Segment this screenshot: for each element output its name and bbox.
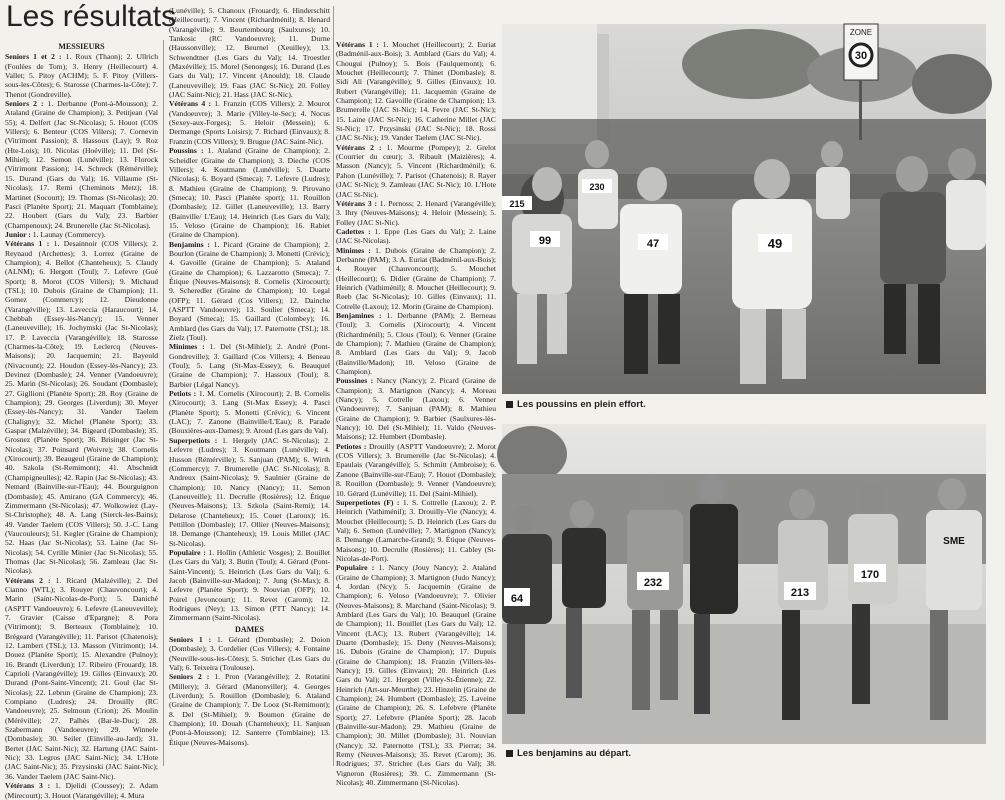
category-label: Petiotes :	[336, 441, 367, 451]
category-results: 1. Roux (Thaon); 2. Ullrich (Foulées de Tom); 3. Henry (Heillecourt) 4. Vallet; 5. Pitoy (ACHM); 5. F. Pitoy (Villers-sous-les-Côtes); 6. Starosse (Charmes-la-Côte); 7. Thenot (Gondreville).	[5, 52, 158, 99]
category-label: Seniors 1 :	[169, 635, 212, 645]
category-results: 1. Mouchet (Heillecourt); 2. Euriat (Badménil-aux-Bois); 3. Amblard (Gars du Val); 4. Chougui (Pulnoy); 5. Bois (Faulquemont); 6. Mouchet (Heillecourt); 7. Thinet (Dombasle); 8. Sidi Ali (Varangéville); 9. Gilles (Einvaux); 10. Rubert (Varangéville); 11. Jacquemin (Graine de Champion); 12. Gavoille (Graine de Champion); 13. Brumerelle (JAC St-Nic); 14. Fevre (JAC St-Nic); 15. Laine (JAC St-Nic); 16. Catherine Millet (JAC St-Nic); 17. Przysinski (JAC St-Nic); 18. Rossi (JAC St-Nic); 19. Vander Taelem (JAC St-Nic).	[336, 40, 496, 143]
sign-zone-text: ZONE	[849, 28, 873, 37]
bib-number: 230	[589, 182, 605, 192]
category-results: 1. Dubois (Graine de Champion); 2. Derbanne (PAM); 3. A. Euriat (Badménil-aux-Bois); 4. Rouyer (Chauvoncourt); 5. Mouchet (Heillecourt); 6. Didier (Graine de Champion); 7. Heinrich (Vathiménil); 8. Mouchet (Heillecourt); 9. Reeb (Jac St-Nicolas); 10. Gilles (Einvaux); 11. Cotrelle (Laxou); 12. Morin (Graine de Champion).	[336, 245, 496, 311]
sign-speed-text: 30	[854, 50, 868, 62]
result-category	[5, 230, 158, 239]
category-label: Minimes :	[336, 245, 371, 255]
result-category	[336, 40, 496, 143]
photo-caption	[506, 399, 646, 410]
category-results: (Lunéville); 5. Chanoux (Frouard); 6. Hinderschitt (Heillecourt); 7. Vincent (Richardménil); 8. Henard (Varangéville); 9. Bourtembourg (Saulxures); 10. Tankosic (RC Vandoeuvre); 11. Durne (Haussonville); 12. Beurnel (Xeuilley); 13. Schwendtner (Les Gars du Val); 14. Troestler (Maxéville); 15. Morel (Senonges); 16. Durand (Les Gars du Val); 17. Vincent (Anould); 18. Claude (Laneuveville); 19. Faas (JAC St-Nic); 20. Folley (JAC Saint-Nic); 21. Hass (JAC St-Nic).	[169, 6, 330, 100]
category-label: Superpetiots :	[169, 435, 218, 445]
result-category	[336, 563, 496, 787]
caption-text: Les benjamins au départ.	[517, 748, 632, 759]
category-results: 1. Derbanne (Pont-à-Mousson); 2. Ataland (Graine de Champion); 3. Petitjean (Val 55); 4. Delfert (Jac St-Nicolas); 5. Houot (COS Villers); 6. Benteur (COS Villers); 7. Cornevin (Vitrimont Passion); 8. Hassoux (Lay); 9. Roz (Hte-Lois); 10. Nicolas (Hoéville); 11. Del (St-Mihiel); 12. Semon (Lunéville); 13. Florock (Vitrimont Passion); 14. Schreck (Rémérville); 15. Durand (Gars du Val); 16. Villaume (St-Nicolas); 17. Remi (Cheminots Metz); 18. Martinet (Socourt); 19. Thomas (St-Nicolas); 20. Pasci (Planète Sport); 21. Maquart (Tomblaine); 22. Houbert (Gars du Val); 23. Barbier (Champenoux); 24. Brunerelle (Jac St-Nicolas).	[5, 99, 159, 230]
result-category	[336, 246, 496, 311]
dames-heading: DAMES	[235, 624, 264, 634]
result-category	[336, 227, 496, 246]
category-label: Populaire :	[169, 547, 206, 557]
category-results: 1. Mourme (Pompey); 2. Grelot (Courrier du cœur); 3. Ribault (Maizières); 4. Masson (Nancy); 5. Vincent (Richardménil); 6. Pahon (Lunéville); 7. Parisot (Chatenois); 8. Rayer (JAC St-Nic); 9. Zamleau (JAC St-Nic); 10. L'Hote (JAC St-Nic).	[336, 142, 496, 199]
result-category	[5, 576, 158, 782]
category-results: 1. Ricard (Malzéville); 2. Del Cianno (WTL); 3. Rouyer (Chauvoncourt); 4. Marin (Saint-Nicolas-de-Port); 5. Daniché (ASPTT Vandoeuvre); 6. Lefevre (Laneuveville); 7. Gravier (Caisse d'Epargne); 8. Pora (Vitrimont); 9. Berteaux (Tomblaine); 10. Brégeard (Varangéville); 11. Parisot (Chatenois); 12. Lambert (TSL); 13. Masson (Vitrimont); 14. Douez (Planète Sport); 15. Alexandre (Pulnoy); 16. Brandt (Liverdun); 17. Ribeiro (Frouard); 18. Caprioli (Varangéville); 19. Gilles (Einvaux); 20. Durand (Pont-Saint-Vincent); 21. Goul (Jac St-Nicolas); 22. Lebrun (Graine de Champion); 23. Compiano (Ludres); 24. Drouilly (RC Vandoeuvre); 25. Selmoun (Crion); 26. Moulin (Méréville); 27. Palhès (Bar-le-Duc); 28. Szabermann (Vandoeuvre); 29. Winnele (Dombasle); 30. Seiler (Einville-au-Jard); 31. Bertet (JAC Saint-Nic); 32. Hartung (JAC Saint-Nic); 33. Legros (JAC Saint-Nic); 34. L'Hote (JAC Saint-Nic); 35. Przysinski (JAC Saint-Nic); 36. Vander Taelem (JAC Saint-Nic).	[5, 575, 158, 781]
result-category	[5, 52, 158, 99]
category-results: 1. Eppe (Les Gars du Val); 2. Laine (JAC St-Nicolas).	[336, 226, 497, 246]
category-label: Vétérans 1 :	[336, 40, 379, 49]
result-category	[169, 342, 330, 389]
category-label: Vétérans 3 :	[5, 781, 51, 791]
category-results: 1. Hollin (Athletic Vosges); 2. Bouillet (Les Gars du Val); 3. Butin (Toul); 4. Gérard (Pont-Saint-Vincent); 5. Heinrich (Les Gars du Val); 6. Jacob (Bainville-sur-Madon); 7. Jung (St-Max); 8. Lefevre (Planète Sport); 9. Nouvian (OFP); 10. Poirel (Jevoncourt); 11. Revet (Carom); 12. Rodrigues (Ney); 13. Simon (PTT Nancy); 14. Zimmermann (Saint-Nicolas).	[169, 547, 331, 623]
category-results: 1. Gérard (Dombasle); 2. Doion (Dombasle); 3. Cordelier (Cos Villers); 4. Fontaine (Neuville-sous-les-Côtes); 5. Stricher (Les Gars du Val); 6. Teixeira (Toulouse).	[169, 635, 331, 673]
photo-caption	[506, 748, 631, 759]
category-label: Benjamins :	[169, 239, 210, 249]
category-label: Vétérans 3 :	[336, 198, 378, 208]
bib-number: 64	[510, 593, 524, 605]
category-label: Seniors 2 :	[5, 99, 44, 109]
category-label: Cadettes :	[336, 226, 371, 236]
category-results: 1. Desainnoir (COS Villers); 2. Reynaud (Archettes); 3. Lorrez (Graine de Champion); 4. Bellot (Chanteheux); 5. Claudy (ALNM); 6. Hergott (Toul); 7. Lefevre (Gué Sport); 8. Morot (COS Villers); 9. Michaud (TSL); 10. Dubois (Graine de Champion); 11. Gomez (Commercy); 12. Dieudonne (Varangéville); 13. Laveccia (Haraucourt); 14. Chebbah (Essey-lès-Nancy); 15. Venner (Laneuveville); 16. Jochymski (Jac St-Nicolas); 17. P. Laveccia (Varangéville); 18. Starosse (Charmes-la-Côte); 19. Leclercq (Neuves-Maisons); 20. Jacquemin; 21. Bayeuld (Nivacount); 22. Houdon (Essey-lès-Nancy); 23. Devinez (Dombasle); 24. Venner (Vandoeuvre); 25. Marin (St-Nicolas); 26. Soudant (Dombasle); 27. Gigllioni (Planète Sport); 28. Roy (Graine de Champion); 29. Georges (Liverdun); 30. Meyer (Essey-lès-Nancy); 31. Vander Taelem (Chaligny); 32. Michel (Planète Sport); 33. Gaspar (Malzéville); 34. Bigeard (Dombasle); 35. Grosnez (Planète Sport); 36. Brisinger (Jac St-Nicolas); 37. Poinsard (Woivre); 38. Cornelis (Xirocourt); 39. Beaugeul (Graine de Champion); 40. Szkola (St-Remimont); 41. Abschnidt (Champigneulles); 42. Rapin (Jac St-Nicolas); 43. Nemard (Bainville-sur-l'Eau); 44. Bourguignon (Dombasle); 45. Amirano (GA Commercy); 46. Zimmermann (St-Nicolas); 47. Wolkowiez (Lay-St-Christophe); 48. A. Lang (Sierck-les-Bains); 49. Vander Taelem (COS Villers); 50. J.-C. Lang (Vaucouleurs); 51. Kegler (Graine de Champion); 52. Haas (Jac St-Nicolas); 53. Laine (Jac St-Nicolas); 54. Cyrille Minier (Jac St-Nicolas); 55. Thomas (Jac St-Nicolas); 56. Zamleau (Jac St-Nicolas).	[5, 239, 158, 576]
category-results: 1. Launay (Commercy).	[30, 229, 106, 239]
caption-bullet-icon	[506, 750, 513, 757]
shirt-logo: SME	[943, 536, 965, 547]
result-category	[169, 672, 330, 747]
messieurs-heading: MESSIEURS	[58, 42, 105, 51]
result-category	[169, 6, 330, 99]
result-category	[169, 548, 330, 623]
result-category	[5, 239, 158, 575]
photo-poussins	[502, 24, 986, 394]
bib-number: 170	[860, 569, 880, 581]
category-results: 1. Djelidi (Coussey); 2. Adam (Mirecourt); 3. Houot (Varangéville); 4. Mura	[5, 781, 158, 800]
category-results: 1. Derbanne (PAM); 2. Berneau (Toul); 3. Cornelis (Xirocourt); 4. Vincent (Richardménil); 5. Clous (Toul); 6. Venner (Graine de Champion); 7. Mathieu (Graine de Champion); 8. Amblard (Les Gars du Val); 9. Jacob (Bainville/Madon); 10. Veloso (Graine de Champion).	[336, 310, 496, 377]
caption-bullet-icon	[506, 401, 513, 408]
result-category	[169, 436, 330, 548]
category-label: Seniors 1 et 2 :	[5, 52, 62, 62]
category-label: Vétérans 2 :	[5, 575, 51, 585]
category-label: Poussins :	[169, 146, 204, 156]
category-results: 1. Del (St-Mihiel); 2. André (Pont-Gondreville); 3. Gaillard (Cos Villers); 4. Beneau (Toul); 5. Lang (St-Max-Essey); 6. Beauquel (Graine de Champion); 7. Hassoux (Toul); 8. Barbier (Légal Nancy).	[169, 342, 330, 389]
category-results: Nancy (Nancy); 2. Picard (Graine de Champion); 3. Martignon (Nancy); 4. Moreau (Nancy); 5. Cotrelle (Laxou); 6. Venner (Vandoeuvre); 7. Sanjuan (PAM); 8. Mathieu (Graine de Champion); 9. Barbier (Saulxures-lès-Nancy); 10. Del (St-Mihiel); 11. Valdo (Neuves-Maisons); 12. Humbert (Dombasle).	[336, 376, 496, 442]
result-category	[169, 240, 330, 343]
result-category	[336, 442, 496, 498]
category-results: 1. Franzin (COS Villers); 2. Mourot (Vandoeuvre); 3. Marie (Villey-le-Sec); 4. Nocus (Sexey-aux-Forges); 5. Heloir (Messein); 6. Dermange (Sports Loisirs); 7. Richard (Einvaux); 8. Franzin (COS Villers); 9. Brugue (JAC Saint-Nic).	[169, 99, 330, 146]
category-results: 1. Nancy (Jouy Nancy); 2. Ataland (Graine de Champion); 3. Martignon (Judo Nancy); 4. Jordan (Ncy); 5. Jacquemin (Graine de Champion); 6. Veloso (Vandoeuvre); 7. Olivier (Neuves-Maisons); 8. Marchand (Saint-Nicolas); 9. Amblard (Les Gars du Val); 10. Beauquel (Graine de Champion); 11. Bouillet (Les Gars du Val); 12. Vincent (LAC); 13. Rubert (Varangéville); 14. Duarte (Dombasle); 15. Deny (Neuves-Maisons); 16. Dubois (Graine de Champion); 17. Dupuis (Graine de Champion); 18. Franzin (Villers-lès-Nancy); 19. Gilles (Einvaux); 20. Heinrich (Les Gars du Val); 21. Hergott (Villey-St-Étienne); 22. Heinrich (Art-sur-Meurthe); 23. Hinzelin (Graine de Champion); 24. Humbert (Dombasle); 25. Laveine (Graine de Champion); 26. S. Lefebvre (Planète Sport); 27. Lefebvre (Planète Sport); 28. Jacob (Bainville-sur-Madon); 29. Mathieu (Graine de Champion); 30. Millet (Dombasle); 31. Nouvian (Nancy); 32. Paternotte (TSL); 33. Pierrat; 34. Remy (Neuves-Maisons); 35. Revet (Carom); 36. Rodrigues; 37. Stricher (Les Gars du Val); 38. Vigneron (Rosières); 39. C. Zimmermann (St-Nicolas); 40. Zimmermann (St-Nicolas).	[336, 563, 496, 788]
result-category	[169, 635, 330, 672]
category-results: 1. S. Cottrelle (Laxou); 2. P. Heinrich (Vathiménil); 3. Drouilly-Vie (Nancy); 4. Mouchet (Heillecourt); 5. D. Heinrich (Les Gars du Val); 6. Semon (Lunéville); 7. Martignon (Nancy); 8. Demange (Lamarche-Grand); 9. Étique (Neuves-Maisons); 10. Decrulle (Rosières); 11. Cabley (St-Nicolas-de-Port).	[336, 497, 496, 563]
result-category	[5, 781, 158, 800]
category-results: 1. Pernoss; 2. Henard (Varangéville); 3. Ihry (Neuves-Maisons); 4. Heloir (Messein); 5. Folley (JAC St-Nic).	[336, 198, 496, 227]
result-category	[336, 143, 496, 199]
results-column-1	[5, 40, 159, 800]
category-label: Seniors 2 :	[169, 672, 210, 682]
bib-number: 232	[643, 577, 663, 589]
category-label: Benjamines :	[336, 310, 382, 320]
category-results: 1. Picard (Graine de Champion); 2. Bourlon (Graine de Champion); 3. Monetti (Crévic); 4. Gavoille (Graine de Champion); 5. Ataland (Graine de Champion); 6. Lazzarotto (Smeca); 7. Étique (Neuves-Maisons); 8. Cornelis (Xirocourt); 9. Scheredler (Graine de Champion); 10. Legal (OFP); 11. Gérard (Cos Villers); 12. Dainche (ASPTT Vandoeuvre); 13. Soulier (Smeca); 14. Boyard (Smeca); 15. Gaillard (Colombey); 16. Amblard (les Gars du Val); 17. Paternotte (TSL); 18. Zielz (Toul).	[169, 239, 330, 343]
photo-benjamins	[502, 424, 986, 744]
result-category	[336, 376, 496, 441]
results-column-2	[169, 6, 330, 766]
bib-number: 215	[509, 199, 525, 209]
result-category	[336, 311, 496, 376]
column-divider	[163, 40, 164, 766]
result-category	[5, 99, 158, 230]
category-results: 1. M. Cornelis (Xirocourt); 2. B. Cornelis (Xirocourt); 3. Lang (St-Max Essey); 4. Pasci (Planète Sport); 5. Monetti (Crévic); 6. Vincent (LAC); 7. Zanone (Bainville/L'Eau); 8. Parade (Bouxières-aux-Dames); 9. Aroud (Les gars du Val).	[169, 389, 331, 436]
column-divider	[333, 6, 334, 766]
result-category	[169, 146, 330, 239]
category-label: Vétérans 4 :	[169, 99, 211, 109]
bib-number: 99	[538, 235, 552, 247]
category-label: Poussines :	[336, 376, 374, 386]
category-label: Minimes :	[169, 342, 205, 352]
category-results: 1. Pron (Varangéville); 2. Rotatini (Millery); 3. Gérard (Manonviller); 4. Georges (Liverdun); 5. Rouillon (Dombasle); 6. Ataland (Graine de Champion); 7. De Looz (St-Remimont); 8. Del (St-Mihiel); 9. Boumon (Graine de Champion); 10. Douah (Chanteheux); 11. Sanjuan (Pont-à-Mousson); 12. Santerre (Tomblaine); 13. Étique (Neuves-Maisons).	[169, 672, 330, 747]
category-label: Junior :	[5, 229, 31, 239]
result-category	[169, 99, 330, 146]
category-label: Populaire :	[336, 563, 375, 573]
category-label: Vétérans 1 :	[5, 239, 50, 249]
bib-number: 213	[790, 587, 810, 599]
result-category	[336, 498, 496, 563]
result-category	[169, 389, 330, 436]
category-results: Drouilly (ASPTT Vandoeuvre); 2. Morot (COS Villers); 3. Brumerelle (Jac St-Nicolas); 4. Epaulais (Varangéville); 5. Schmitt (Ambroise); 6. Zanone (Bainville-sur-l'Eau); 7. Houot (Dombasle); 8. Rouillon (Dombasle); 9. Venner (Vandoeuvre); 10. Gérard (Lunéville); 11. Del (Saint-Mihiel).	[336, 441, 496, 498]
category-label: Superpetiotes (F) :	[336, 497, 400, 507]
category-label: Petiots :	[169, 389, 197, 399]
bib-number: 49	[767, 236, 783, 251]
caption-text: Les poussins en plein effort.	[517, 399, 646, 410]
category-label: Vétérans 2 :	[336, 142, 382, 152]
results-column-3	[336, 40, 497, 788]
page-title: Les résultats	[6, 0, 177, 33]
result-category	[336, 199, 496, 227]
category-results: 1. Hergely (JAC St-Nicolas); 2. Lefevre (Ludres); 3. Koutmann (Lunéville); 4. Husson (Rémérville); 5. Sanjuan (PAM); 6. Wirth (Commercy); 7. Brumerelle (JAC St-Nicolas); 8. Andreux (Saint-Nicolas); 9. Saulnier (Graine de Champion); 10. Nancy (Nancy); 11. Semon (Laneuveille); 11. Decrulle (Rosières); 12. Étique (Neuves-Maisons); 13. Szkola (Saint-Remi); 14. Delarose (Chanteheux); 15. Couet (Laroux); 16. Pettillon (Dombasle); 17. Ollier (Neuves-Maisons); 18. Demange (Chanteheux); 19. Louis Millet (JAC St-Nicolas).	[169, 435, 330, 548]
category-results: 1. Ataland (Graine de Champion); 2. Scheidler (Graine de Champion); 3. Dieche (COS Villers); 4. Koutmann (Lunéville); 5. Duarte (Nicolas); 6. Boyard (Smeca); 7. Lefevre (Ludres); 8. Mathieu (Graine de Champion); 9. Pirovano (Smeca); 10. Pasci (Planète sport); 11. Rouillon (Dombasle); 12. Gillet (Laneuveville); 13. Barry (Bainville/ L'Eau); 14. Heinrich (Les Gars du Val); 15. Veloso (Graine de Champion); 16. Rabiet (Graine de Champion).	[169, 146, 330, 240]
bib-number: 47	[646, 238, 660, 250]
